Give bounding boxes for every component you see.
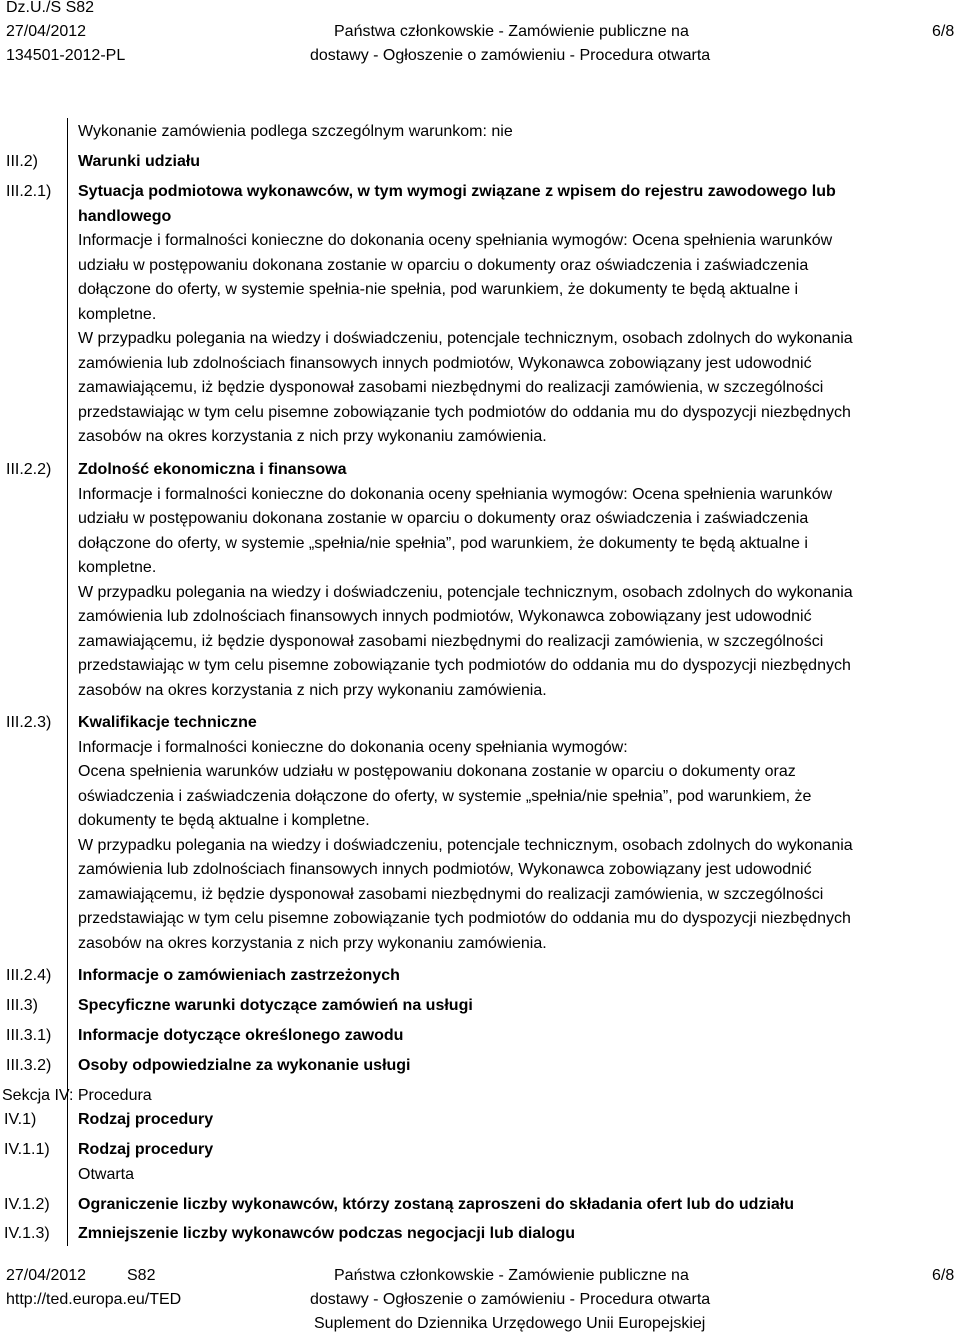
- paragraph-line: Ocena spełnienia warunków udziału w postępowaniu dokonana zostanie w oparciu o dokumenty oraz: [78, 763, 796, 780]
- section-block: [78, 180, 948, 450]
- section-number: III.3.2): [6, 1057, 52, 1074]
- paragraph-line: zamówienia lub zdolnościach finansowych innych podmiotów, Wykonawca zobowiązany jest udowodnić: [78, 608, 812, 625]
- footer-supplement: Suplement do Dziennika Urzędowego Unii Europejskiej: [314, 1315, 706, 1332]
- paragraph-line: udziału w postępowaniu dokonana zostanie w oparciu o dokumenty oraz oświadczenia i zaświadczenia: [78, 510, 809, 527]
- header-page-number: 6/8: [932, 23, 955, 40]
- footer-date: 27/04/2012: [6, 1267, 87, 1284]
- header-journal-ref: Dz.U./S S82: [6, 0, 95, 16]
- paragraph-line: zasobów na okres korzystania z nich przy wykonaniu zamówienia.: [78, 428, 547, 445]
- section-title: Zmniejszenie liczby wykonawców podczas negocjacji lub dialogu: [78, 1225, 575, 1242]
- section-number: III.2): [6, 153, 39, 170]
- section-block: [78, 711, 948, 956]
- paragraph-line: zamówienia lub zdolnościach finansowych innych podmiotów, Wykonawca zobowiązany jest udowodnić: [78, 354, 812, 372]
- section-title: Rodzaj procedury: [78, 1141, 214, 1158]
- paragraph-line: zasobów na okres korzystania z nich przy wykonaniu zamówienia.: [78, 681, 547, 699]
- paragraph-line: W przypadku polegania na wiedzy i doświadczeniu, potencjale technicznym, osobach zdolnych do wykonania: [78, 583, 853, 601]
- paragraph-line: Informacje i formalności konieczne do dokonania oceny spełniania wymogów:: [78, 738, 628, 756]
- section-block: [78, 1138, 948, 1187]
- footer-series: S82: [127, 1267, 156, 1284]
- section-number: III.2.2): [6, 461, 52, 478]
- paragraph-line: zamawiającemu, iż będzie dysponował zasobami niezbędnymi do realizacji zamówienia, w szczególności: [78, 885, 824, 903]
- section-number: III.2.3): [6, 714, 52, 731]
- paragraph-line: zasobów na okres korzystania z nich przy wykonaniu zamówienia.: [78, 934, 547, 952]
- special-conditions-line: Wykonanie zamówienia podlega szczególnym warunkom: nie: [78, 123, 513, 140]
- section-number: III.2.1): [6, 183, 52, 200]
- paragraph-line: W przypadku polegania na wiedzy i doświadczeniu, potencjale technicznym, osobach zdolnych do wykonania: [78, 330, 853, 347]
- section-number: III.3.1): [6, 1027, 52, 1044]
- footer-title-line1: Państwa członkowskie - Zamówienie publiczne na: [334, 1267, 689, 1284]
- paragraph-line: dokumenty te będą aktualne i kompletne.: [78, 812, 370, 829]
- paragraph-line: kompletne.: [78, 305, 157, 323]
- paragraph-line: udziału w postępowaniu dokonana zostanie w oparciu o dokumenty oraz oświadczenia i zaświadczenia: [78, 256, 809, 274]
- section-title: Specyficzne warunki dotyczące zamówień na usługi: [78, 997, 473, 1014]
- paragraph-line: przedstawiając w tym celu pisemne zobowiązanie tych podmiotów do oddania mu do dyspozycji niezbędnych: [78, 403, 851, 421]
- footer-title-line2: dostawy - Ogłoszenie o zamówieniu - Procedura otwarta: [310, 1291, 711, 1308]
- paragraph-line: kompletne.: [78, 559, 157, 576]
- section-title: Informacje dotyczące określonego zawodu: [78, 1027, 404, 1044]
- section-number: IV.1): [4, 1111, 37, 1128]
- paragraph-line: zamówienia lub zdolnościach finansowych innych podmiotów, Wykonawca zobowiązany jest udowodnić: [78, 861, 812, 878]
- paragraph-line: dołączone do oferty, w systemie spełnia-nie spełnia, pod warunkiem, że dokumenty te będą aktualne i: [78, 281, 799, 298]
- paragraph-line: Informacje i formalności konieczne do dokonania oceny spełniania wymogów: Ocena spełnienia warunków: [78, 485, 833, 503]
- paragraph-line: Informacje i formalności konieczne do dokonania oceny spełniania wymogów: Ocena spełnienia warunków: [78, 232, 833, 249]
- section-block: [78, 458, 948, 703]
- section-title: Osoby odpowiedzialne za wykonanie usługi: [78, 1057, 411, 1074]
- section-title: Ograniczenie liczby wykonawców, którzy zostaną zaproszeni do składania ofert lub do udziału: [78, 1196, 794, 1213]
- section-title: Kwalifikacje techniczne: [78, 714, 257, 731]
- section-number: IV.1.3): [4, 1225, 50, 1242]
- section-title: Rodzaj procedury: [78, 1111, 214, 1128]
- paragraph-line: oświadczenia i zaświadczenia dołączone do oferty, w systemie „spełnia/nie spełnia”, pod warunkiem, że: [78, 787, 812, 805]
- paragraph-line: przedstawiając w tym celu pisemne zobowiązanie tych podmiotów do oddania mu do dyspozycji niezbędnych: [78, 657, 851, 674]
- paragraph-line: dołączone do oferty, w systemie „spełnia/nie spełnia”, pod warunkiem, że dokumenty te będą aktualne i: [78, 534, 808, 552]
- section-number: IV.1.1): [4, 1141, 50, 1158]
- section-number: III.3): [6, 997, 39, 1014]
- paragraph-line: przedstawiając w tym celu pisemne zobowiązanie tych podmiotów do oddania mu do dyspozycji niezbędnych: [78, 910, 851, 927]
- section-title: Zdolność ekonomiczna i finansowa: [78, 461, 347, 478]
- section-iv-heading: Sekcja IV: Procedura: [2, 1087, 152, 1104]
- section-number: IV.1.2): [4, 1196, 50, 1213]
- section-title: Sytuacja podmiotowa wykonawców, w tym wymogi związane z wpisem do rejestru zawodowego lub: [78, 183, 836, 200]
- paragraph-line: zamawiającemu, iż będzie dysponował zasobami niezbędnymi do realizacji zamówienia, w szczególności: [78, 379, 824, 396]
- paragraph-line: W przypadku polegania na wiedzy i doświadczeniu, potencjale technicznym, osobach zdolnych do wykonania: [78, 836, 853, 854]
- section-title: handlowego: [78, 207, 172, 225]
- header-title-line2: dostawy - Ogłoszenie o zamówieniu - Procedura otwarta: [310, 47, 711, 64]
- section-title: Warunki udziału: [78, 153, 201, 170]
- paragraph-line: zamawiającemu, iż będzie dysponował zasobami niezbędnymi do realizacji zamówienia, w szczególności: [78, 632, 824, 650]
- section-number: III.2.4): [6, 967, 52, 984]
- footer-page-number: 6/8: [932, 1267, 955, 1284]
- header-notice-id: 134501-2012-PL: [6, 47, 126, 64]
- section-title: Informacje o zamówieniach zastrzeżonych: [78, 967, 400, 984]
- procedure-type-value: Otwarta: [78, 1165, 135, 1183]
- footer-url: http://ted.europa.eu/TED: [6, 1291, 182, 1308]
- header-title-line1: Państwa członkowskie - Zamówienie publiczne na: [334, 23, 689, 40]
- header-date: 27/04/2012: [6, 23, 87, 40]
